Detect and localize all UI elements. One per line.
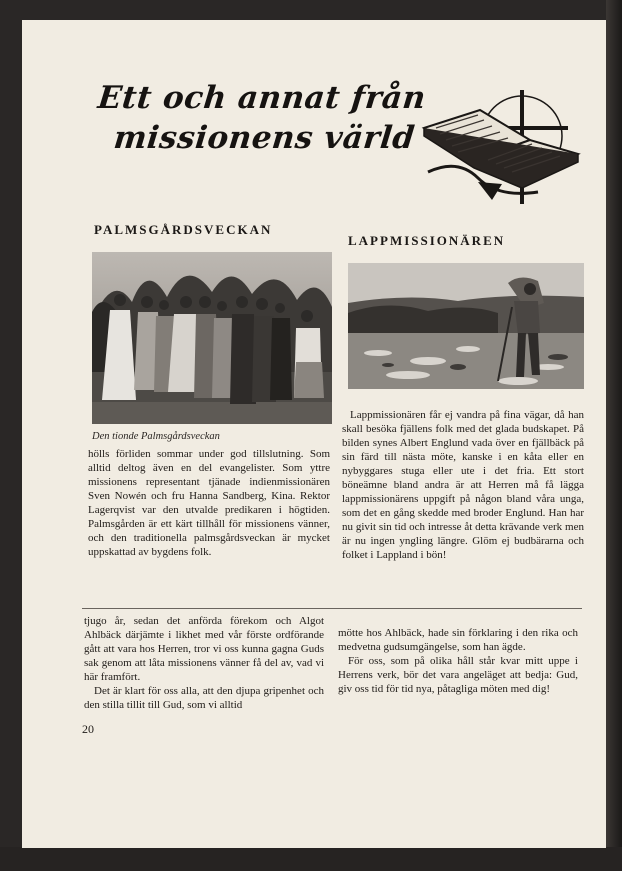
lappmission-text (342, 408, 584, 562)
group-photo (92, 252, 332, 424)
scan-edge-right (606, 0, 622, 871)
title-line-2: missionens värld (112, 120, 417, 156)
heading-lappmissionaren: LAPPMISSIONÄREN (348, 233, 506, 248)
wading-photo (348, 263, 584, 389)
page-number: 20 (82, 722, 94, 736)
bottom-right-paragraph-2: För oss, som på olika håll står kvar mitt uppe i Herrens verk, bör det vara angeläget att bedja: Gud, giv oss tid för tid nya, påtagliga möten med dig! (338, 655, 578, 695)
bottom-right-paragraph-1: mötte hos Ahlbäck, hade sin förklaring i den rika och medvetna gudsumgängelse, som han ägde. (338, 627, 578, 653)
bible-cross-emblem-icon (418, 88, 584, 206)
bottom-right-column (338, 626, 578, 696)
scan-edge-bottom (0, 847, 622, 871)
section-divider (82, 608, 582, 609)
palmsgard-paragraph: hölls förliden sommar under god tillslutning. Som alltid deltog även en del evangelister. Som yttre missionens representant tjänade indienmissionären Sven Nowén och fru Hanna Sandberg, Kina. Rektor Lagerqvist var den utvalde predikaren i högtiden. Palmsgården är ett kärt tillhåll för missionens vänner, och den traditionella palmsgårdsveckan är mycket uppskattad av bygdens folk. (88, 448, 330, 558)
heading-palmsgardsveckan: PALMSGÅRDSVECKAN (94, 222, 273, 237)
bottom-left-paragraph-2: Det är klart för oss alla, att den djupa gripenhet och den stilla tillit till Gud, som vi alltid (84, 685, 324, 711)
title-line-1: Ett och annat från (96, 80, 428, 116)
page-title (92, 78, 430, 158)
lappmission-paragraph: Lappmissionären får ej vandra på fina vägar, då han skall besöka fjällens folk med det glada budskapet. På bilden synes Albert Englund vada över en fjällbäck på sin färd till nästa möte, kanske i en kåta eller en nybyggares stuga eller ute i det fria. Ett stort böneämne bland andra är att Herren må få lägga lappmissionärens uppgift på någon bland våra unga, som det en gång skedde med broder Englund. Han har nu givit sin tid och intresse åt detta krävande verk men är nu ingen yngling längre. Glöm ej budbärarna och folket i Lappland i bön! (342, 409, 584, 561)
bottom-left-column (84, 614, 324, 712)
photo-caption: Den tionde Palmsgårdsveckan (92, 431, 220, 442)
palmsgard-text (88, 447, 330, 559)
bottom-left-paragraph-1: tjugo år, sedan det anförda förekom och Algot Ahlbäck därjämte i likhet med vår förste ordförande gått att vara hos Herren, tror vi oss kunna gagna Guds sak genom att låta missionens vänner få del av, vad vi här framfört. (84, 615, 324, 683)
